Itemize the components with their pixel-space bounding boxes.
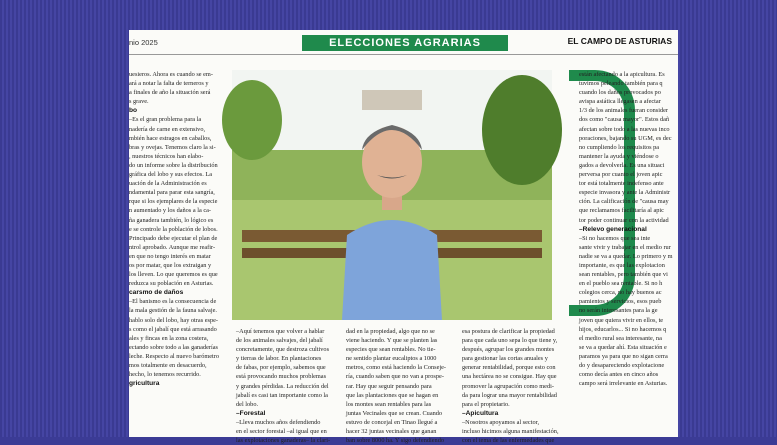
text-line: , nuestros técnicos han elabo- — [129, 152, 204, 160]
text-line: campo será irrelevante en Asturias. — [579, 380, 668, 388]
text-line: reduzca su población en Asturias. — [129, 280, 214, 288]
text-line: dad en la propiedad, algo que no se — [346, 328, 435, 335]
subheading: –Relevo generacional — [579, 225, 647, 233]
text-line: poraciones, bajando su UGM, es dec — [579, 134, 672, 142]
text-line: dos como "causa mayor". Estos dañ — [579, 116, 670, 124]
text-line: da para lograr una mayor rentabilidad — [462, 391, 557, 399]
text-line: está provocando muchos problemas — [236, 373, 327, 381]
interviewee-photo — [232, 70, 552, 320]
text-line: se va a quedar ahí. Esta situación e — [579, 343, 667, 351]
text-line: especie invasora y ante la Administr — [579, 189, 671, 197]
text-line: –Es el gran problema para la — [129, 116, 202, 124]
text-line: después, agrupar los grandes montes — [462, 346, 555, 354]
text-column-5 — [579, 70, 678, 437]
header-rule — [129, 54, 678, 55]
text-line: gráfica del lobo y sus efectos. La — [129, 171, 213, 179]
text-line: e se controle la población de lobos. — [129, 225, 218, 233]
text-line: la mala gestión de la fauna salvaje. — [129, 307, 217, 315]
text-line: viene haciendo. Y que se planten las — [346, 337, 438, 345]
text-line: ña ganadera también, lo lógico es — [129, 216, 214, 224]
text-line: una hectárea no se consigue. Hay que — [462, 373, 557, 381]
text-line: en el sector forestal –al igual que en — [236, 428, 327, 436]
text-line: para que cada uno sepa lo que tiene y, — [462, 337, 558, 345]
text-line: con el tema de las enfermedades que — [462, 437, 555, 445]
text-line: joven que quiera vivir en ellos, te — [579, 316, 664, 324]
text-line: y tierras de labor. En plantaciones — [236, 355, 322, 363]
text-line: ción. La calificación de "causa may — [579, 198, 669, 206]
text-line: tor poder continuar con la actividad — [579, 216, 669, 224]
text-line: promover la agrupación como medi- — [462, 382, 554, 390]
text-line: perversa por cuanto el joven apic — [579, 171, 663, 179]
text-line: rque si los ejemplares de la especie — [129, 198, 218, 206]
text-line: generar rentabilidad, porque esto con — [462, 364, 556, 372]
text-line: 1/3 de los animales fueran consider — [579, 107, 669, 115]
text-line: mbién hace estragos en caballos, — [129, 134, 212, 142]
issue-date: nio 2025 — [129, 38, 158, 47]
text-line: –Si no hacemos que sea inte — [579, 234, 651, 242]
text-line: esa postura de clarificar la propiedad — [462, 328, 555, 335]
text-line: do y desapareciendo explotacione — [579, 362, 665, 369]
text-line: –Aquí tenemos que volver a hablar — [236, 328, 325, 335]
text-line: avispa asiática llegasen a afectar — [579, 98, 661, 106]
text-line: afectan sobre todo a las nuevas inco — [579, 125, 670, 133]
text-line: rar. Hay que seguir pensando para — [346, 382, 432, 390]
text-line: sean rentables, pero también que vi — [579, 271, 668, 279]
text-line: n aumentado y los daños a la ca- — [129, 207, 212, 215]
text-line: de los animales salvajes, del jabalí — [236, 337, 323, 345]
text-line: ará a notar la falta de terneros y — [129, 80, 209, 88]
text-line: pamientos y servicios, esos pueb — [579, 298, 662, 306]
text-line: juntas Vecinales que se crean. Cuando — [346, 409, 443, 417]
text-line: s grave. — [129, 98, 149, 106]
text-line: que reclamamos facilitaría al apic — [579, 207, 664, 215]
text-line: gados a devolverla. Es una situaci — [579, 161, 665, 169]
newspaper-page — [129, 30, 678, 445]
text-line: no cumpliendo los requisitos pa — [579, 143, 660, 151]
subheading: carsmo de daños — [129, 289, 184, 297]
text-line: especies que sean rentables. No tie- — [346, 346, 436, 354]
text-line: os por matar, que los extraigan y — [129, 261, 212, 269]
text-column-2 — [236, 327, 338, 445]
text-line: en el pueblo sea rentable. Si no h — [579, 280, 663, 288]
page-header — [129, 30, 678, 58]
text-line: las explotaciones ganaderas– la clari- — [236, 437, 331, 445]
text-line: no serán interesantes para la ge — [579, 307, 658, 315]
text-line: leche. Respecto al nuevo barómetro — [129, 352, 220, 360]
text-line: los montes sean rentables para las — [346, 400, 432, 408]
text-line: cuando los daños provocados po — [579, 89, 661, 97]
text-line: incluso hicimos alguna manifestación, — [462, 428, 559, 436]
text-line: hijos, educarlos... Si no hacemos q — [579, 325, 667, 333]
text-line: do un informe sobre la distribución — [129, 161, 218, 169]
text-line: de fabas, por ejemplo, sabemos que — [236, 364, 326, 372]
text-line: tor está totalmente indefenso ante — [579, 180, 664, 188]
text-line: ne sentido plantar eucaliptos a 1000 — [346, 355, 437, 363]
text-line: jabalí es casi tan importante como la — [236, 391, 328, 399]
text-line: ban sobre 8000 ha. Y sigo defendiendo — [346, 437, 444, 445]
text-line: metros, como está haciendo la Conseje- — [346, 364, 447, 372]
text-line: están afectando a la apicultura. Es — [579, 71, 665, 78]
text-line: ales y fincas en la zona costera, — [129, 334, 209, 342]
text-line: ectando sobre todo a las ganaderías — [129, 343, 218, 351]
text-line: bras y ovejas. Tenemos claro la si- — [129, 143, 216, 151]
newspaper-name: EL CAMPO DE ASTURIAS — [567, 36, 672, 46]
text-line: uesieros. Ahora es cuando se em- — [129, 71, 213, 78]
text-line: uación de la Administración es — [129, 180, 207, 188]
text-line: –Nosotros apoyamos al sector, — [462, 418, 540, 426]
text-line: que las plantaciones que se hagan en — [346, 391, 439, 399]
subheading: –Forestal — [236, 409, 266, 417]
text-line: y grandes pérdidas. La reducción del — [236, 382, 329, 390]
text-line: estuvo de concejal en Tinao llegué a — [346, 418, 438, 426]
text-column-3 — [346, 327, 453, 445]
text-line: hacer 32 juntas vecinales que ganan — [346, 428, 437, 436]
text-column-4 — [462, 327, 566, 445]
text-line: hecho, lo tenemos recurrido. — [129, 371, 201, 379]
subheading: gricultura — [129, 380, 160, 388]
text-line: s como el jabalí que está arrasando — [129, 325, 217, 333]
text-line: del lobo. — [236, 400, 259, 408]
text-line: en que no tengo interés en matar — [129, 252, 211, 260]
subheading: –Apicultura — [462, 409, 499, 417]
text-line: –Lleva muchos años defendiendo — [236, 418, 321, 426]
text-line: para el propietario. — [462, 400, 510, 408]
text-line: colegios cerca, no hay buenos ac — [579, 289, 662, 297]
text-line: –El banismo es la consecuencia de — [129, 298, 217, 306]
text-line: ría, cuando saben que no van a prospe- — [346, 373, 444, 381]
text-line: Principado debe ejecutar el plan de — [129, 234, 218, 242]
text-line: sante vivir y trabajar en el medio rur — [579, 243, 671, 251]
section-title: ELECCIONES AGRARIAS — [302, 35, 508, 51]
text-line: para gestionar las cortas anuales y — [462, 355, 548, 363]
text-column-1 — [129, 70, 227, 437]
subheading: bo — [129, 107, 138, 115]
text-line: ndamental para parar esta sangría, — [129, 189, 215, 197]
text-line: como decía antes en cinco años — [579, 371, 659, 379]
text-line: nadería de carne en extensivo, — [129, 125, 206, 133]
text-line: los lleven. Lo que queremos es que — [129, 271, 218, 279]
text-line: mos totalmente en desacuerdo, — [129, 362, 207, 369]
text-line: concretamente, que destroza cultivos — [236, 346, 330, 354]
text-line: paramos ya para que no sigan cerra — [579, 352, 668, 360]
text-line: ntrol aprobado. Aunque me reafir- — [129, 243, 216, 251]
text-line: importante, es que las explotacion — [579, 261, 665, 269]
text-line: a finales de año la situación será — [129, 89, 211, 97]
text-line: tuvimos peleando también para q — [579, 80, 663, 88]
text-line: nadie se va a quedar. Lo primero y m — [579, 252, 673, 260]
text-line: el medio rural sea interesante, na — [579, 334, 662, 342]
text-line: hablo solo del lobo, hay otras espe- — [129, 316, 219, 324]
text-line: mantener la ayuda y viéndose o — [579, 152, 659, 160]
